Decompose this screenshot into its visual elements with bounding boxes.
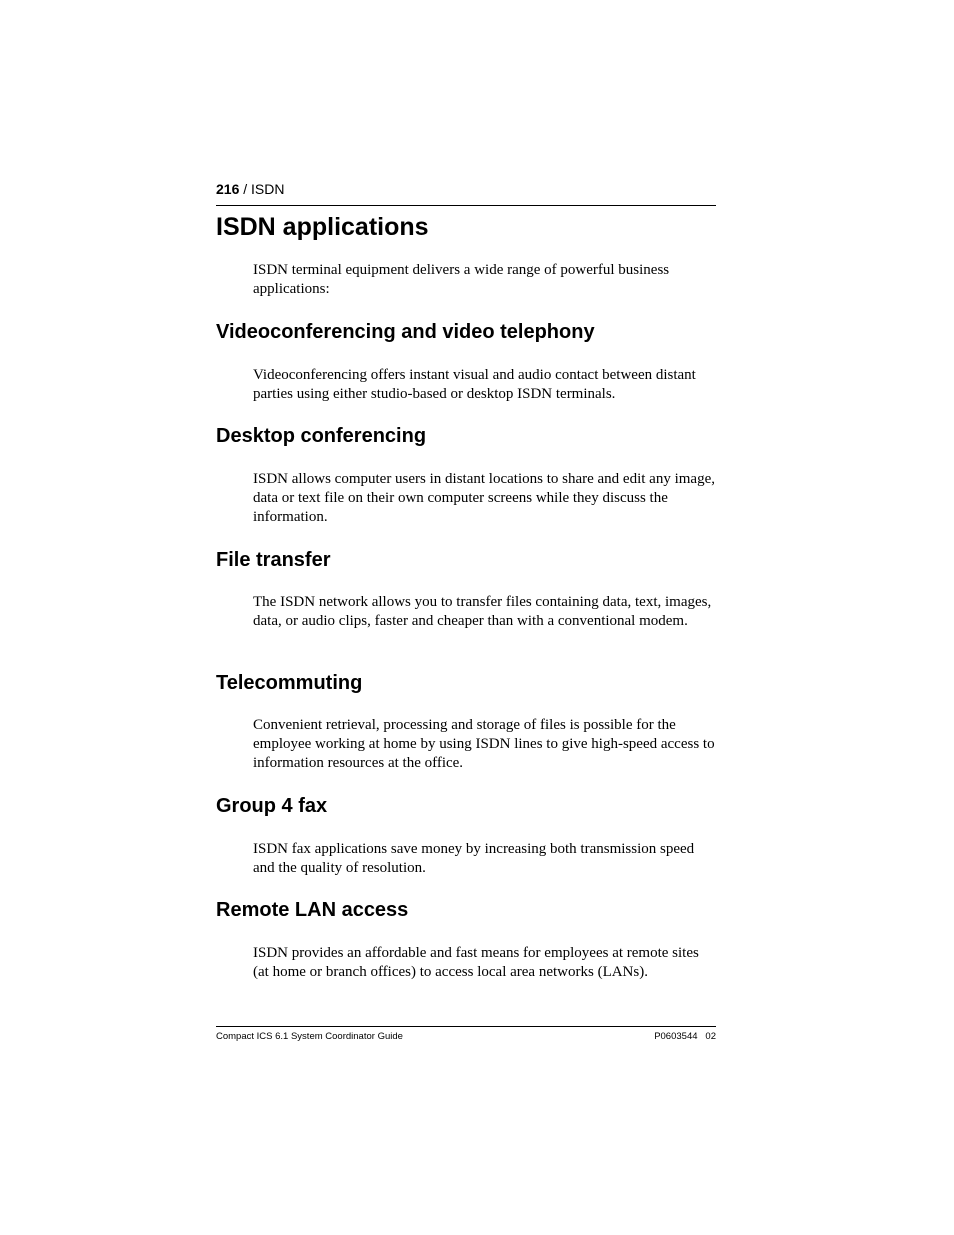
section-heading-desktop-conferencing: Desktop conferencing — [216, 425, 427, 447]
footer-document-number: P0603544 02 — [654, 1031, 716, 1042]
chapter-name: ISDN — [251, 181, 285, 197]
section-heading-remote-lan-access: Remote LAN access — [216, 899, 409, 921]
page-number: 216 — [216, 181, 240, 197]
section-body-file-transfer: The ISDN network allows you to transfer files containing data, text, images, data, or audio clips, faster and cheaper than with a conventional modem. — [253, 594, 712, 629]
section-heading-videoconferencing: Videoconferencing and video telephony — [216, 321, 595, 343]
footer-rule — [216, 1026, 716, 1027]
section-body-group-4-fax: ISDN fax applications save money by increasing both transmission speed and the quality of resolution. — [253, 841, 695, 876]
section-body-videoconferencing: Videoconferencing offers instant visual and audio contact between distant parties using either studio-based or desktop ISDN terminals. — [253, 367, 696, 402]
section-heading-telecommuting: Telecommuting — [216, 672, 363, 694]
header-separator: / — [239, 181, 252, 197]
section-heading-group-4-fax: Group 4 fax — [216, 795, 328, 817]
section-body-remote-lan-access: ISDN provides an affordable and fast means for employees at remote sites (at home or branch offices) to access local area networks (LANs). — [253, 945, 699, 980]
section-body-telecommuting: Convenient retrieval, processing and storage of files is possible for the employee working at home by using ISDN lines to give high-speed access to information resources at the office. — [253, 717, 715, 771]
running-header — [216, 180, 284, 198]
section-body-desktop-conferencing: ISDN allows computer users in distant locations to share and edit any image, data or text file on their own computer screens while they discuss the information. — [253, 471, 715, 525]
header-rule — [216, 205, 716, 206]
intro-paragraph: ISDN terminal equipment delivers a wide range of powerful business applications: — [253, 262, 670, 297]
footer-document-title: Compact ICS 6.1 System Coordinator Guide — [216, 1031, 403, 1042]
page-title: ISDN applications — [216, 213, 429, 241]
section-heading-file-transfer: File transfer — [216, 549, 331, 571]
document-page — [216, 0, 716, 1235]
